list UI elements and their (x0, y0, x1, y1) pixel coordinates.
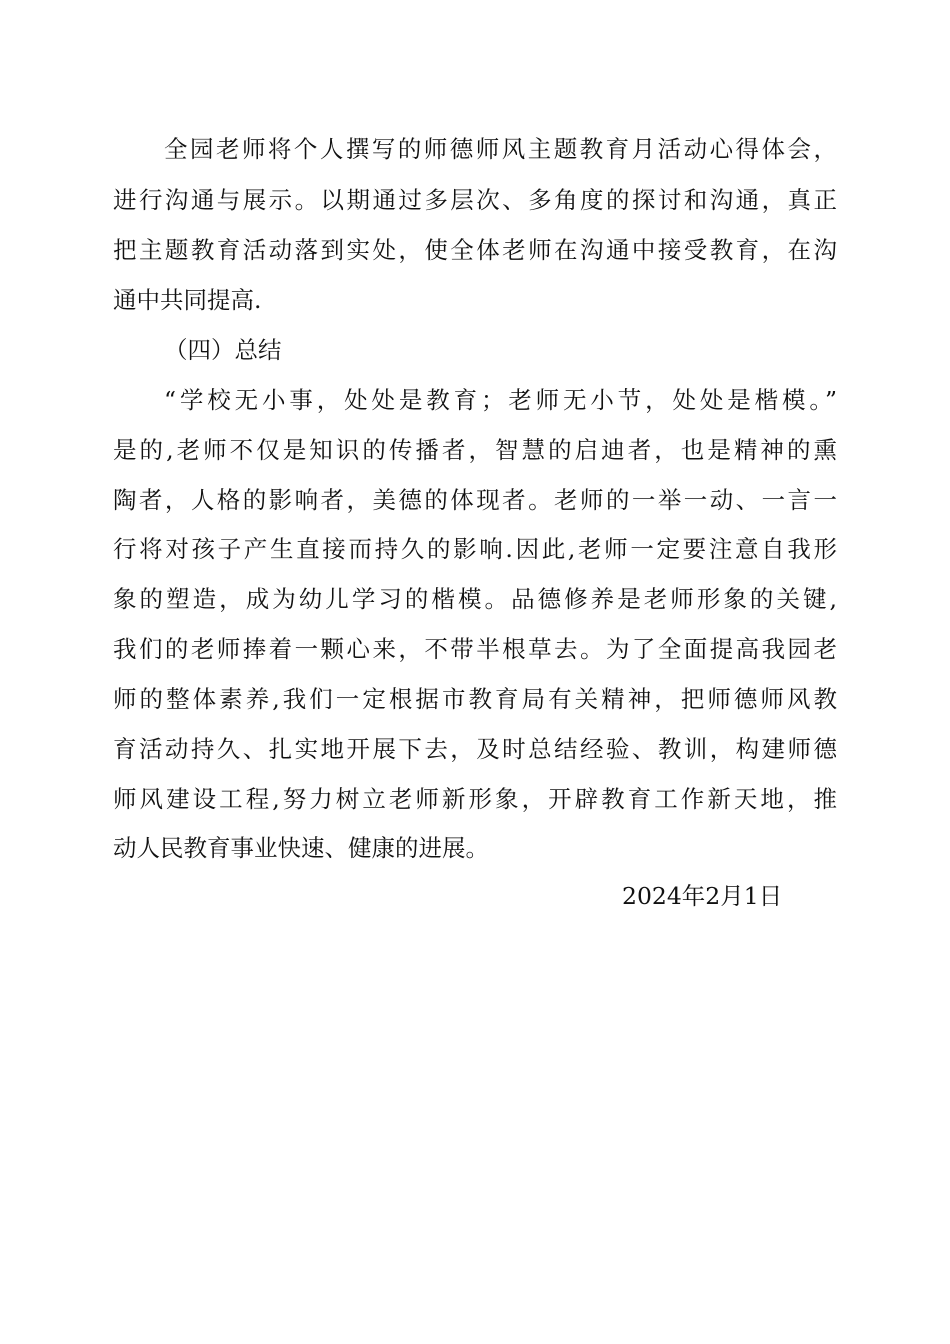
paragraph-2-line-3: 陶者，人格的影响者，美德的体现者。老师的一举一动、一言一 (113, 486, 837, 514)
paragraph-1-line-3: 把主题教育活动落到实处，使全体老师在沟通中接受教育，在沟 (113, 236, 837, 264)
section-heading: （四）总结 (164, 336, 282, 364)
paragraph-2-line-2: 是的,老师不仅是知识的传播者，智慧的启迪者，也是精神的熏 (113, 436, 837, 464)
paragraph-2-line-7: 师的整体素养,我们一定根据市教育局有关精神，把师德师风教 (113, 685, 837, 713)
paragraph-2-line-6: 我们的老师捧着一颗心来，不带半根草去。为了全面提高我园老 (113, 635, 837, 663)
paragraph-1-line-4: 通中共同提高. (113, 286, 262, 314)
paragraph-2-line-10: 动人民教育事业快速、健康的进展。 (113, 834, 489, 862)
paragraph-1-line-1: 全园老师将个人撰写的师德师风主题教育月活动心得体会， (164, 135, 837, 163)
paragraph-2-line-4: 行将对孩子产生直接而持久的影响.因此,老师一定要注意自我形 (113, 535, 837, 563)
paragraph-2-line-5: 象的塑造，成为幼儿学习的楷模。品德修养是老师形象的关键, (113, 585, 837, 613)
paragraph-2-line-1: “学校无小事，处处是教育；老师无小节，处处是楷模。” (164, 386, 837, 414)
paragraph-1-line-2: 进行沟通与展示。以期通过多层次、多角度的探讨和沟通，真正 (113, 186, 837, 214)
paragraph-2-line-9: 师风建设工程,努力树立老师新形象，开辟教育工作新天地，推 (113, 785, 837, 813)
paragraph-2-line-8: 育活动持久、扎实地开展下去，及时总结经验、教训，构建师德 (113, 735, 837, 763)
document-date: 2024年2月1日 (622, 882, 783, 910)
